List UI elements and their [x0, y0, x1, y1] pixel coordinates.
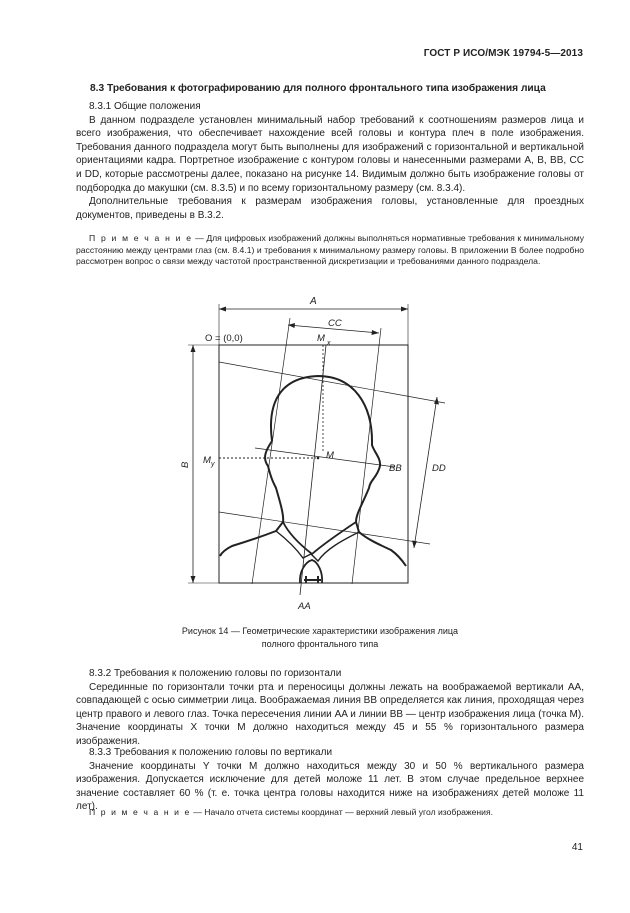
paragraph: Серединные по горизонтали точки рта и переносицы должны лежать на воображаемой вертикали AA, совпадающей с осью симметрии лица. Воображаемая линия BB определяется как линия, проходящая через центр правого и левого глаз. Точка пересечения линии AA и линии BB — центр изображения лица (точка M). Значение координаты X точки M должно находиться между 45 и 55 % горизонтального размера изображения.	[76, 681, 584, 747]
subsection-8-3-2	[76, 667, 584, 749]
label-origin: O = (0,0)	[205, 333, 243, 344]
arrow-head	[219, 307, 226, 312]
label-aa: AA	[298, 601, 311, 612]
figure-caption	[120, 625, 520, 651]
arrow-head	[191, 345, 196, 352]
figure-14	[150, 290, 480, 620]
note-paragraph	[76, 807, 584, 819]
arrow-head	[401, 307, 408, 312]
left-guide-line	[252, 318, 290, 584]
note-label: П р и м е ч а н и е	[89, 807, 191, 817]
label-cc: CC	[328, 318, 342, 329]
subsection-title: 8.3.2 Требования к положению головы по горизонтали	[89, 668, 342, 679]
note	[76, 233, 584, 268]
caption-line-2: полного фронтального типа	[261, 639, 379, 649]
caption-line-1: Рисунок 14 — Геометрические характеристики изображения лица	[181, 626, 459, 636]
label-a: A	[310, 296, 317, 307]
subsection-8-3-1	[76, 100, 584, 222]
page-number: 41	[571, 842, 583, 853]
tie-knot	[304, 576, 321, 583]
note-text: — Для цифровых изображений должны выполняться нормативные требования к минимальному расстоянию между центрами глаз (см. 8.4.1) и требования к минимальному размеру головы. В приложении В более подробно рассмотрен вопрос о связи между частотой пространственной дискретизации и требованиями данного подраздела.	[76, 233, 585, 267]
paragraph: В данном подразделе установлен минимальный набор требований к соотношениям размеров лица и всего изображения, что обеспечивает нахождение всей головы и контура плеч в поле изображения. Требования данного подраздела могут быть выполнены для изображений с горизонтальной и вертикальной ориентациями кадра. Портретное изображение с контуром головы и нанесенными размерами A, B, BB, CC и DD, которые рассмотрены далее, показано на рисунке 14. Видимым должно быть изображение головы от подбородка до макушки (см. 8.3.5) и по всему горизонтальному размеру (см. 8.3.4).	[76, 114, 584, 194]
note-paragraph	[76, 233, 584, 268]
label-m: M	[326, 450, 334, 461]
crown-line	[219, 362, 445, 403]
label-my-subscript: y	[211, 461, 215, 468]
label-mx: M	[317, 333, 325, 344]
note	[76, 807, 584, 819]
point-m	[317, 457, 320, 460]
subsection-title: 8.3.3 Требования к положению головы по вертикали	[89, 747, 333, 758]
label-b: B	[180, 461, 191, 468]
section-heading: 8.3 Требования к фотографированию для полного фронтального типа изображения лица	[90, 83, 546, 94]
paragraph: Значение координаты Y точки M должно находиться между 30 и 50 % вертикального размера изображения. Допускается исключение для детей моложе 11 лет. В этом случае предельное верхнее значение составляет 60 % (т. е. точка центра головы находится ниже на изображениях детей моложе 11 лет).	[76, 760, 584, 813]
label-mx-subscript: x	[327, 340, 331, 347]
subsection-8-3-3	[76, 746, 584, 814]
collar-outline	[276, 531, 359, 561]
jaw-outline	[283, 522, 356, 554]
label-my: M	[203, 455, 211, 466]
note-label: П р и м е ч а н и е	[89, 233, 193, 243]
label-bb: BB	[389, 463, 402, 474]
subsection-title: 8.3.1 Общие положения	[89, 101, 201, 112]
document-header: ГОСТ Р ИСО/МЭК 19794-5—2013	[423, 48, 583, 59]
label-dd: DD	[432, 463, 446, 474]
paragraph: Дополнительные требования к размерам изображения головы, установленные для проездных документов, приведены в В.3.2.	[76, 196, 584, 221]
note-text: — Начало отчета системы координат — верхний левый угол изображения.	[190, 807, 494, 817]
arrow-head	[191, 576, 196, 583]
face-geometry-diagram	[150, 290, 480, 615]
